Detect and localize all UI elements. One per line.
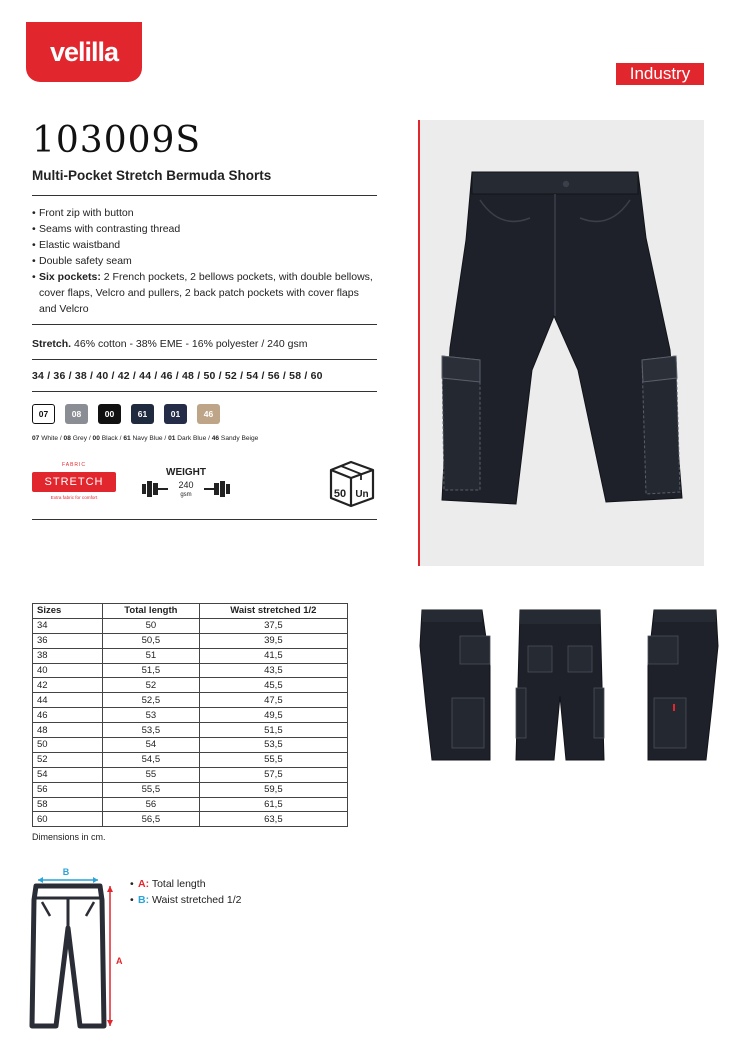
table-row: 38 51 41,5 (33, 648, 348, 663)
table-row: 40 51,5 43,5 (33, 663, 348, 678)
feature-list (32, 205, 377, 317)
feature-item: • Six pockets: 2 French pockets, 2 bellows pockets, with double bellows, cover flaps, Velcro and pullers, 2 back patch pockets with cover flaps and Velcro (32, 269, 377, 317)
dimensions-note: Dimensions in cm. (32, 832, 106, 842)
shorts-side-image (416, 606, 496, 764)
table-row: 50 54 53,5 (33, 738, 348, 753)
swatch-black: 00 (98, 404, 121, 424)
fabric-composition: Stretch. 46% cotton - 38% EME - 16% polyester / 240 gsm (32, 338, 308, 350)
available-sizes: 34 / 36 / 38 / 40 / 42 / 44 / 46 / 48 / 50 / 52 / 54 / 56 / 58 / 60 (32, 370, 323, 382)
stretch-badge-label: STRETCH (32, 472, 116, 492)
b-marker: B (62, 867, 70, 877)
divider (32, 195, 377, 196)
feature-item: • Front zip with button (32, 205, 377, 221)
shorts-front-image (420, 120, 704, 566)
table-row: 56 55,5 59,5 (33, 782, 348, 797)
swatch-dark-blue: 01 (164, 404, 187, 424)
table-row: 44 52,5 47,5 (33, 693, 348, 708)
divider (32, 519, 377, 520)
a-marker: A (116, 956, 123, 966)
column-header: Sizes (33, 604, 103, 619)
table-row: 36 50,5 39,5 (33, 633, 348, 648)
feature-item: • Seams with contrasting thread (32, 221, 377, 237)
brand-logo (26, 22, 142, 82)
shorts-back-image (514, 606, 606, 764)
feature-item: • Double safety seam (32, 253, 377, 269)
table-row: 48 53,5 51,5 (33, 723, 348, 738)
measurement-diagram (28, 864, 128, 1034)
table-row: 42 52 45,5 (33, 678, 348, 693)
table-header-row (33, 604, 348, 619)
swatch-grey: 08 (65, 404, 88, 424)
brand-name: velilla (49, 36, 119, 67)
weight-icon (140, 464, 232, 504)
swatch-white: 07 (32, 404, 55, 424)
category-badge: Industry (616, 63, 704, 85)
stretch-fabric-badge (32, 462, 116, 512)
package-box-icon (327, 458, 377, 510)
table-row: 52 54,5 55,5 (33, 752, 348, 767)
product-main-photo (418, 120, 704, 566)
swatch-sandy-beige: 46 (197, 404, 220, 424)
divider (32, 359, 377, 360)
table-row: 58 56 61,5 (33, 797, 348, 812)
color-swatches (32, 404, 220, 424)
weight-value: 240 (178, 480, 194, 490)
shorts-side-back-image (640, 606, 722, 764)
product-name: Multi-Pocket Stretch Bermuda Shorts (32, 168, 272, 183)
feature-item: • Elastic waistband (32, 237, 377, 253)
pack-quantity: 50 (333, 488, 347, 500)
legend-item: • B: Waist stretched 1/2 (130, 892, 242, 908)
divider (32, 391, 377, 392)
table-row: 60 56,5 63,5 (33, 812, 348, 827)
weight-unit: gsm (180, 492, 192, 498)
stretch-badge-caption: Extra fabric for comfort (50, 495, 98, 500)
stretch-badge-top: FABRIC (61, 462, 87, 468)
table-row: 54 55 57,5 (33, 767, 348, 782)
column-header: Waist stretched 1/2 (199, 604, 347, 619)
weight-label: WEIGHT (166, 467, 206, 478)
pack-unit: Un (355, 489, 369, 500)
table-row: 34 50 37,5 (33, 618, 348, 633)
color-names: 07 White / 08 Grey / 00 Black / 61 Navy Blue / 01 Dark Blue / 46 Sandy Beige (32, 435, 259, 442)
column-header: Total length (103, 604, 200, 619)
product-code: 103009S (32, 120, 202, 161)
table-row: 46 53 49,5 (33, 708, 348, 723)
swatch-navy-blue: 61 (131, 404, 154, 424)
divider (32, 324, 377, 325)
size-table (32, 603, 348, 827)
measurement-legend (130, 876, 242, 908)
legend-item: • A: Total length (130, 876, 242, 892)
